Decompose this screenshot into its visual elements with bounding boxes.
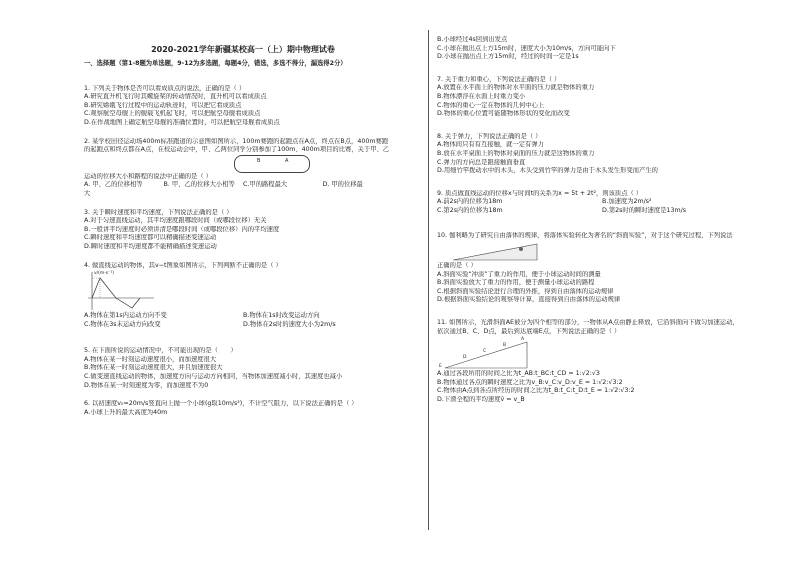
question-stem: 5. 在下面所说的运动情况中，不可能出现的是（ ）	[84, 347, 237, 355]
option: C.甲的路程最大	[243, 181, 288, 189]
option: B.研究嫦娥飞行过程中的运动轨迹时，可以把它看成质点	[84, 101, 242, 109]
option: D.瞬时速度和平均速度都不能精确描述变速运动	[84, 242, 217, 250]
option: C.小球在抛出点上方15m时，速度大小为10m/s，方向可能向下	[437, 44, 616, 52]
option: B. 甲、乙的位移大小相等	[163, 181, 235, 189]
option: B.物体通过各点的瞬时速度之比为v_B:v_C:v_D:v_E = 1:√2:√3:2	[437, 378, 623, 386]
option: C.第2s内的位移为18m	[437, 206, 503, 214]
question-stem: 依次通过B、C、D点，最后到达底端E点，下列说法正确的是（ ）	[437, 327, 621, 335]
track-row	[84, 155, 402, 173]
slope-figure-wrap	[437, 336, 767, 370]
question-stem: 运动的位移大小和路程的说法中正确的是（ ）	[84, 172, 212, 180]
option: B.小球经过4s回到出发点	[437, 36, 508, 43]
right-column	[437, 36, 767, 405]
option: A.斜面实验“冲淡”了重力的作用，便于小球运动时间的测量	[437, 270, 601, 278]
left-column	[84, 58, 402, 417]
slope-label-c: C	[483, 349, 487, 355]
options-row	[84, 312, 402, 321]
option: C.做变速直线运动的物体，加速度方向与运动方向相同，当物体加速度减小时，其速度也减小	[84, 373, 343, 381]
question-8	[437, 133, 767, 176]
slope-label-a: A	[521, 337, 525, 343]
question-6	[84, 400, 402, 417]
option: D.在作战地图上确定航空母舰的准确位置时，可以把航空母舰看成质点	[84, 118, 280, 126]
graph-line	[92, 278, 140, 308]
options-row	[437, 207, 767, 216]
option: B.物体漂浮在水面上时重力变小	[437, 92, 526, 100]
question-2	[84, 138, 402, 199]
option: B.一般讲平均速度时必须讲清是哪段时间（或哪段位移）内的平均速度	[84, 225, 280, 233]
option: A.小球上升的最大高度为40m	[84, 408, 168, 416]
slope-label-b: B	[503, 343, 507, 349]
option: C.物体的重心一定在物体的几何中心上	[437, 101, 545, 109]
option: D.物体在某一时刻速度为零，而加速度不为0	[84, 381, 209, 389]
question-stem: 7. 关于重力和重心，下列说法正确的是（ ）	[437, 75, 561, 83]
option: B.物体在某一时刻运动速度很大，并且加速度很大	[84, 364, 223, 372]
track-label-b: B	[257, 157, 261, 164]
question-stem: 11. 如图所示，光滑斜面AE被分为四个相等的部分，一物体从A点由静止释放，它沿斜面向下做匀加速运动，	[437, 319, 739, 327]
options-row	[437, 198, 767, 207]
question-4	[84, 262, 402, 330]
option: B.物体在1s时改变运动方向	[243, 312, 320, 320]
option: B.加速度为2m/s²	[602, 198, 652, 206]
vt-graph-wrap	[84, 270, 402, 312]
option: A.物体在某一时刻运动速度很小，而加速度很大	[84, 355, 217, 363]
option: D.物体的重心位置可能随物体形状的变化而改变	[437, 110, 570, 118]
option: C.根据斜面实验结论进行合理的外推，得到自由落体的运动规律	[437, 287, 614, 295]
slope-label-d: D	[463, 355, 467, 361]
question-10	[437, 232, 767, 306]
option: B.放在水平桌面上的物体对桌面的压力就是这物体的重力	[437, 149, 595, 157]
incline-plane	[453, 244, 537, 260]
option: D.下滑全程的平均速度v̄ = v_B	[437, 396, 525, 404]
option: C.观察航空母舰上的舰载飞机起飞时，可以把航空母舰看成质点	[84, 110, 261, 118]
question-11	[437, 319, 767, 405]
slope-label-e: E	[439, 364, 442, 370]
option: D.用细竹竿拨动水中的木头，木头受到竹竿的弹力是由于木头发生形变而产生的	[437, 167, 658, 175]
question-5	[84, 347, 402, 390]
option-tail: 大	[84, 189, 91, 197]
question-stem: 10. 伽利略为了研究自由落体的规律，将落体实验转化为著名的“斜面实验”，对于这个研究过程，下列说法	[437, 231, 733, 239]
question-6-continued	[437, 36, 767, 62]
option: C.物体在3s末运动方向改变	[84, 320, 161, 328]
question-9	[437, 190, 767, 216]
options-row	[84, 181, 402, 190]
page-title: 2020-2021学年新疆某校高一（上）期中物理试卷	[151, 45, 335, 54]
question-3	[84, 209, 402, 252]
graph-axis-label: v/(m·s⁻¹)	[94, 271, 115, 277]
option: A.前2s内的位移为18m	[437, 198, 503, 206]
question-stem: 1. 下列关于物体是否可以看成质点的说法，正确的是（ ）	[84, 84, 246, 92]
question-stem: 正确的是（ ）	[437, 262, 477, 270]
section-heading: 一、选择题（第1-8题为单选题，9-12为多选题，每题4分，错选，多选不得分，漏选得2分）	[84, 60, 347, 67]
option: A.物体在第1s内运动方向不变	[84, 312, 167, 320]
question-stem: 3. 关于瞬时速度和平均速度，下列说法正确的是（ ）	[84, 208, 233, 216]
option: A.对于匀速直线运动，其平均速度跟哪段时间（或哪段位移）无关	[84, 217, 267, 225]
option: B.斜面实验放大了重力的作用，便于测量小球运动的路程	[437, 279, 595, 287]
option: D.小球在抛出点上方15m时，经过的时间一定是1s	[437, 53, 579, 61]
question-1	[84, 85, 402, 128]
track-diagram	[234, 155, 310, 173]
option: D.物体在2s时的速度大小为2m/s	[243, 320, 336, 328]
track-label-a: A	[285, 157, 289, 164]
option: A.放置在水平面上的物体对水平面的压力就是物体的重力	[437, 84, 595, 92]
question-stem: 6. 以初速度v₀=20m/s竖直向上抛一个小球(g取10m/s²)，不计空气阻力，以下说法正确的是（ ）	[84, 400, 358, 408]
question-stem: 9. 质点做直线运动的位移x与时间t的关系为x = 5t + 2t²，则该质点（ ）	[437, 189, 643, 197]
ball	[519, 247, 523, 251]
option: C.瞬时速度和平均速度都可以精确描述变速运动	[84, 234, 217, 242]
question-7	[437, 76, 767, 119]
column-divider	[428, 30, 429, 530]
option: D.第2s时的瞬时速度是13m/s	[602, 206, 687, 214]
options-row	[84, 321, 402, 330]
option: A.物体间只有有互接触，就一定有弹力	[437, 141, 544, 149]
option: A. 甲、乙的位移相等	[84, 181, 143, 189]
option: C.物体由A点到各点所经历的时间之比为t_B:t_C:t_D:t_E = 1:√2:√3:2	[437, 387, 635, 395]
option: A.研究直升机飞行时其螺旋桨的转动情况时，直升机可以看成质点	[84, 93, 267, 101]
question-stem: 2. 某学校田径运动场400m标准跑道的示意图如图所示，100m赛跑的起跑点在A点，终点在B点，400m赛跑	[84, 137, 389, 145]
option: A.通过各段所用的时间之比为t_AB:t_BC:t_CD = 1:√2:√3	[437, 370, 600, 378]
option: D. 甲的位移最	[322, 181, 363, 189]
incline-figure-wrap	[437, 240, 767, 262]
question-stem: 的起跑点和终点都在A点，在校运动会中，甲、乙两位同学分别参加了100m、400m项目的比赛，关于甲、乙	[84, 146, 390, 154]
question-stem: 8. 关于弹力，下列说法正确的是（ ）	[437, 132, 542, 140]
option: C.弹力的方向总是跟接触面垂直	[437, 158, 526, 166]
galileo-incline-figure	[451, 240, 541, 262]
question-stem: 4. 做直线运动的物体，其v−t图象如图所示，下列判断不正确的是（ ）	[84, 261, 282, 269]
option: D.根据斜面实验结论的观察导计算，直接得到自由落体的运动规律	[437, 296, 621, 304]
